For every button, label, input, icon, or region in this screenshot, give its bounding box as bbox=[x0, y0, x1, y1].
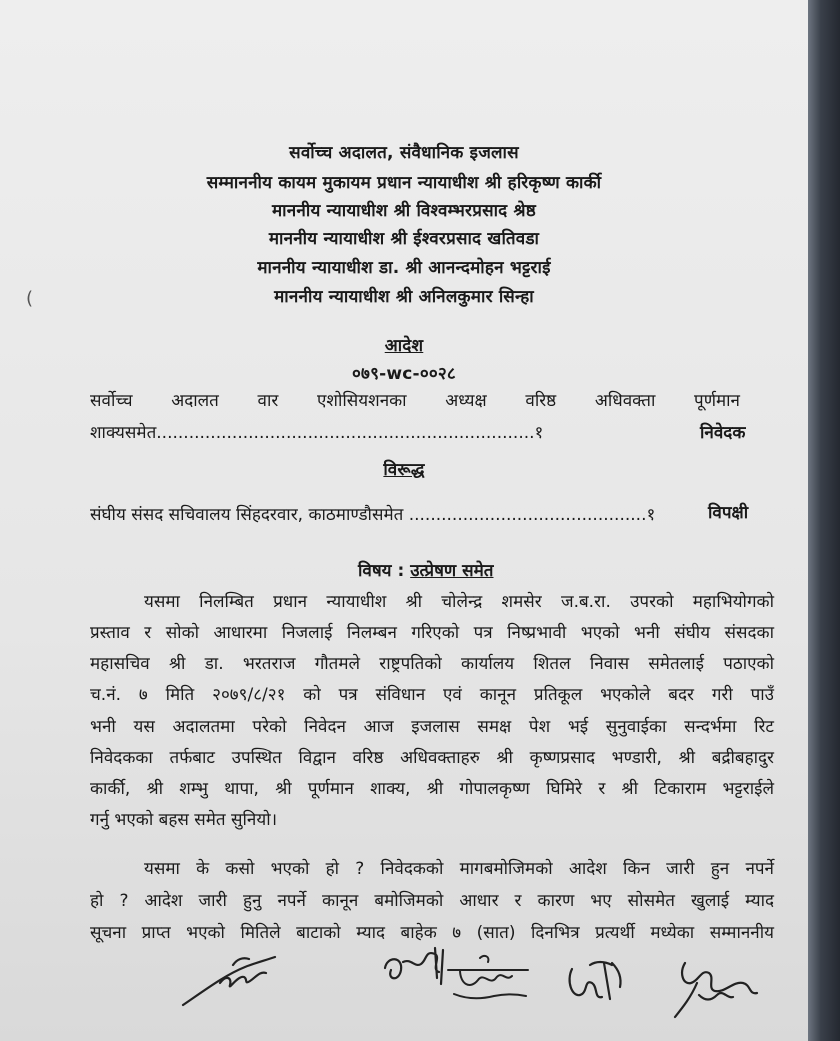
respondent-line: संघीय संसद सचिवालय सिंहदरवार, काठमाण्डौसमेत ............................................१ bbox=[90, 505, 656, 525]
respondent-role: विपक्षी bbox=[708, 503, 749, 523]
judge-line-3: माननीय न्यायाधीश श्री ईश्वरप्रसाद खतिवडा bbox=[268, 229, 540, 249]
court-name: सर्वोच्च अदालत, संवैधानिक इजलास bbox=[289, 143, 519, 163]
versus-label: विरूद्ध bbox=[383, 460, 425, 480]
background-edge bbox=[808, 0, 840, 1041]
petitioner-line-2: शाक्यसमेत......................................................................१ bbox=[90, 423, 544, 443]
paragraph-1-line-7: कार्की, श्री शम्भु थापा, श्री पूर्णमान शाक्य, श्री गोपालकृष्ण घिमिरे र श्री टिकाराम भट्टराईले bbox=[90, 779, 774, 799]
judge-line-2: माननीय न्यायाधीश श्री विश्वम्भरप्रसाद श्रेष्ठ bbox=[272, 201, 536, 221]
margin-mark: ( bbox=[26, 288, 34, 309]
paragraph-1-line-4: च.नं. ७ मिति २०७९/८/२१ को पत्र संविधान एवं कानून प्रतिकूल भएकोले बदर गरी पाउँ bbox=[90, 685, 774, 705]
judge-line-5: माननीय न्यायाधीश श्री अनिलकुमार सिन्हा bbox=[274, 287, 534, 307]
paragraph-1-line-8: गर्नु भएको बहस समेत सुनियो। bbox=[90, 810, 278, 830]
subject-row bbox=[358, 558, 494, 581]
paragraph-1-line-3: महासचिव श्री डा. भरतराज गौतमले राष्ट्रपतिको कार्यालय शितल निवास समेतलाई पठाएको bbox=[90, 654, 774, 674]
order-title: आदेश bbox=[384, 336, 424, 356]
signature-3 bbox=[440, 950, 540, 1010]
paragraph-1-line-6: निवेदकका तर्फबाट उपस्थित विद्वान वरिष्ठ अधिवक्ताहरु श्री कृष्णप्रसाद भण्डारी, श्री बद्रीबहादुर bbox=[90, 748, 774, 768]
paragraph-1-line-5: भनी यस अदालतमा परेको निवेदन आज इजलास समक्ष पेश भई सुनुवाईका सन्दर्भमा रिट bbox=[90, 717, 774, 737]
signature-5 bbox=[655, 955, 765, 1030]
subject-value: उत्प्रेषण समेत bbox=[410, 561, 494, 581]
paragraph-2-line-3: सूचना प्राप्त भएको मितिले बाटाको म्याद बाहेक ७ (सात) दिनभित्र प्रत्यर्थी मध्येका सम्माननीय bbox=[90, 923, 774, 943]
petitioner-role: निवेदक bbox=[700, 423, 746, 443]
subject-label: विषय : bbox=[358, 561, 405, 581]
judge-line-4: माननीय न्यायाधीश डा. श्री आनन्दमोहन भट्टराई bbox=[257, 258, 551, 278]
case-number: ०७९-wc-००२८ bbox=[352, 364, 456, 384]
judge-line-1: सम्माननीय कायम मुकायम प्रधान न्यायाधीश श्री हरिकृष्ण कार्की bbox=[206, 173, 602, 193]
paragraph-1-line-2: प्रस्ताव र सोको आधारमा निजलाई निलम्बन गरिएको पत्र निष्प्रभावी भएको भनी संघीय संसदका bbox=[90, 623, 774, 643]
petitioner-line-1: सर्वोच्च अदालत वार एशोसियशनका अध्यक्ष वरिष्ठ अधिवक्ता पूर्णमान bbox=[90, 391, 740, 411]
paragraph-1-line-1: यसमा निलम्बित प्रधान न्यायाधीश श्री चोलेन्द्र शमसेर ज.ब.रा. उपरको महाभियोगको bbox=[144, 592, 774, 612]
paragraph-2-line-2: हो ? आदेश जारी हुनु नपर्ने कानून बमोजिमको आधार र कारण भए सोसमेत खुलाई म्याद bbox=[90, 891, 774, 911]
signature-1 bbox=[175, 945, 295, 1015]
signature-4 bbox=[560, 955, 630, 1010]
paragraph-2-line-1: यसमा के कसो भएको हो ? निवेदकको मागबमोजिमको आदेश किन जारी हुन नपर्ने bbox=[144, 859, 774, 879]
